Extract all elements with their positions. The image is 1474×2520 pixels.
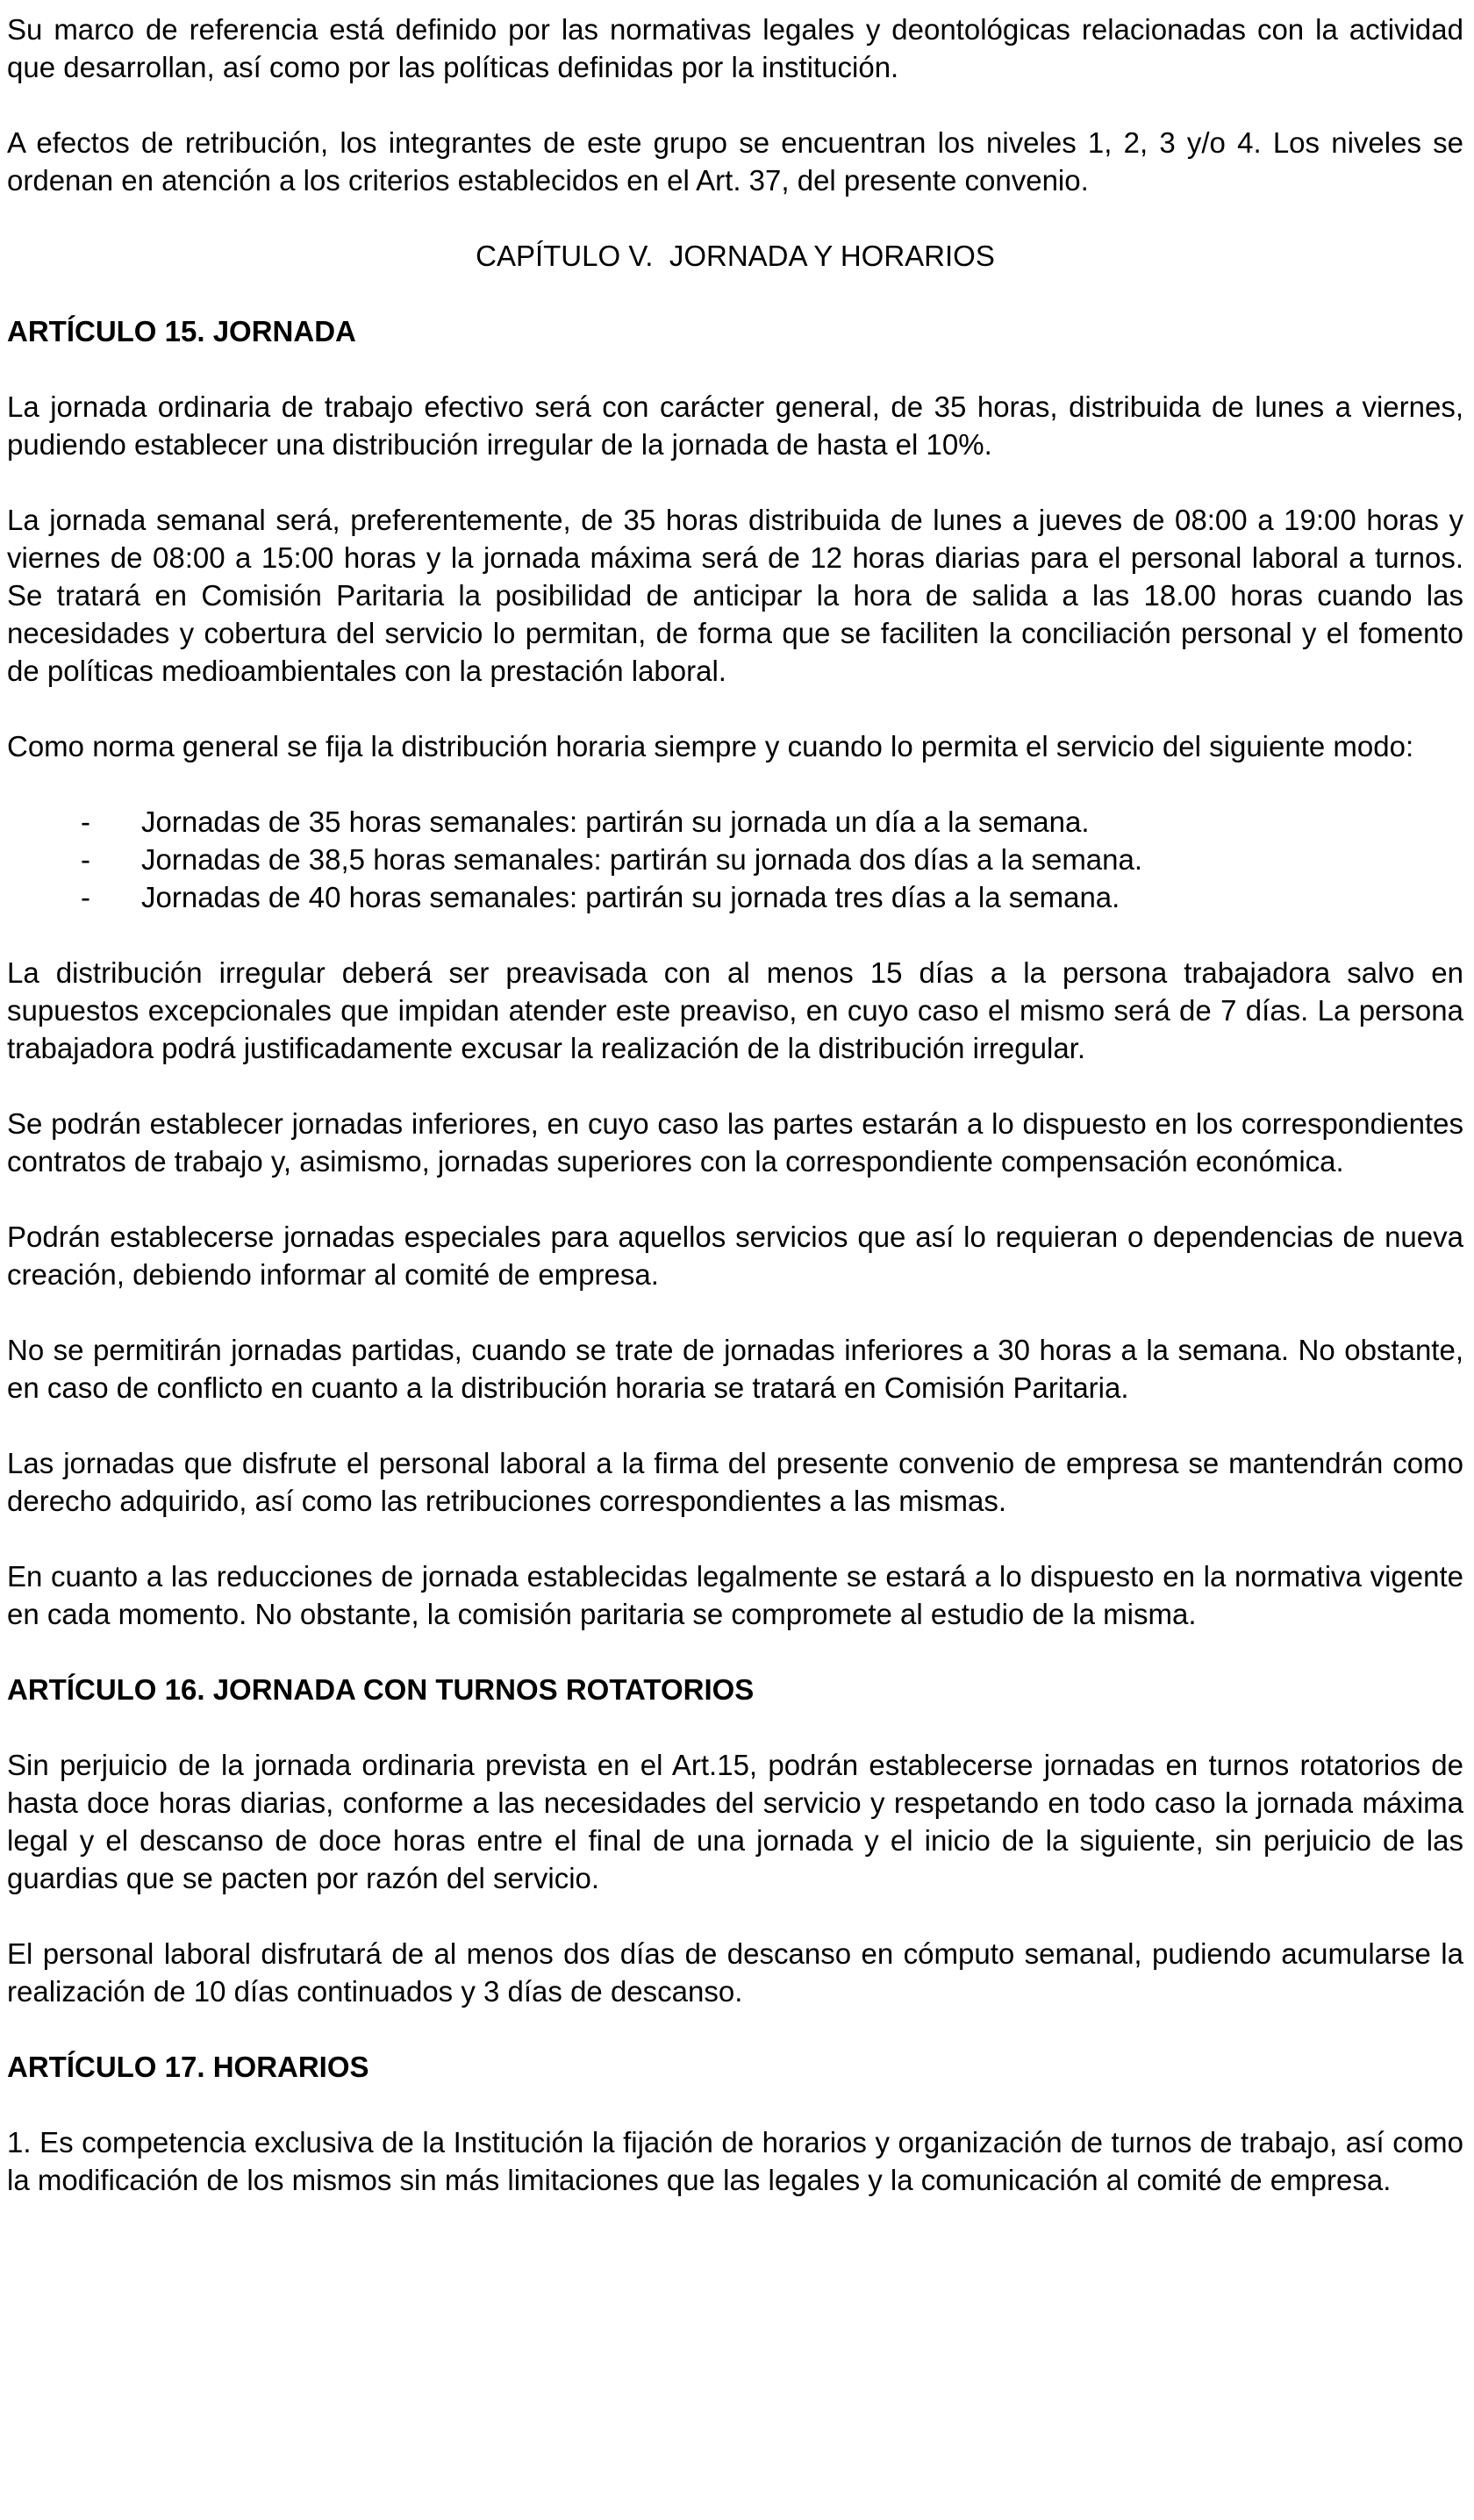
article-heading-articulo-17: ARTÍCULO 17. HORARIOS	[7, 2051, 369, 2083]
paragraph: Su marco de referencia está definido por las normativas legales y deontológicas relacionadas con la actividad que desarrollan, así como por las políticas definidas por la institución.	[7, 13, 1463, 83]
paragraph: 1. Es competencia exclusiva de la Institución la fijación de horarios y organización de turnos de trabajo, así como la modificación de los mismos sin más limitaciones que las legales y la comunicación al comité de empresa.	[7, 2126, 1463, 2196]
list-item	[7, 803, 1463, 841]
paragraph: En cuanto a las reducciones de jornada establecidas legalmente se estará a lo dispuesto en la normativa vigente en cada momento. No obstante, la comisión paritaria se compromete al estudio de la misma.	[7, 1560, 1463, 1630]
list-item	[7, 878, 1463, 916]
article-heading-articulo-15: ARTÍCULO 15. JORNADA	[7, 315, 356, 347]
list-dash-marker: -	[81, 843, 90, 876]
list-dash-marker: -	[81, 805, 90, 838]
paragraph: La jornada semanal será, preferentemente, de 35 horas distribuida de lunes a jueves de 08:00 a 19:00 horas y viernes de 08:00 a 15:00 horas y la jornada máxima será de 12 horas diarias para el personal laboral a turnos. Se tratará en Comisión Paritaria la posibilidad de anticipar la hora de salida a las 18.00 horas cuando las necesidades y cobertura del servicio lo permitan, de forma que se faciliten la conciliación personal y el fomento de políticas medioambientales con la prestación laboral.	[7, 504, 1463, 687]
list-dash-marker: -	[81, 881, 90, 913]
paragraph: La distribución irregular deberá ser preavisada con al menos 15 días a la persona trabajadora salvo en supuestos excepcionales que impidan atender este preaviso, en cuyo caso el mismo será de 7 días. La persona trabajadora podrá justificadamente excusar la realización de la distribución irregular.	[7, 956, 1463, 1064]
article-heading-articulo-16: ARTÍCULO 16. JORNADA CON TURNOS ROTATORIOS	[7, 1673, 755, 1706]
jornadas-list	[7, 803, 1463, 916]
paragraph: No se permitirán jornadas partidas, cuando se trate de jornadas inferiores a 30 horas a la semana. No obstante, en caso de conflicto en cuanto a la distribución horaria se tratará en Comisión Paritaria.	[7, 1334, 1463, 1404]
paragraph: Las jornadas que disfrute el personal laboral a la firma del presente convenio de empresa se mantendrán como derecho adquirido, así como las retribuciones correspondientes a las mismas.	[7, 1447, 1463, 1517]
list-item-text: Jornadas de 40 horas semanales: partirán su jornada tres días a la semana.	[141, 881, 1120, 913]
paragraph: El personal laboral disfrutará de al menos dos días de descanso en cómputo semanal, pudiendo acumularse la realización de 10 días continuados y 3 días de descanso.	[7, 1937, 1463, 2008]
list-item-text: Jornadas de 38,5 horas semanales: partirán su jornada dos días a la semana.	[141, 843, 1143, 876]
paragraph: A efectos de retribución, los integrantes de este grupo se encuentran los niveles 1, 2, 3 y/o 4. Los niveles se ordenan en atención a los criterios establecidos en el Art. 37, del presente convenio.	[7, 126, 1463, 197]
chapter-heading-capitulo-v: CAPÍTULO V. JORNADA Y HORARIOS	[476, 240, 995, 272]
paragraph: Se podrán establecer jornadas inferiores, en cuyo caso las partes estarán a lo dispuesto en los correspondientes contratos de trabajo y, asimismo, jornadas superiores con la correspondiente compensación económica.	[7, 1107, 1463, 1178]
list-item	[7, 841, 1463, 878]
paragraph: Como norma general se fija la distribución horaria siempre y cuando lo permita el servicio del siguiente modo:	[7, 730, 1414, 762]
paragraph: Sin perjuicio de la jornada ordinaria prevista en el Art.15, podrán establecerse jornadas en turnos rotatorios de hasta doce horas diarias, conforme a las necesidades del servicio y respetando en todo caso la jornada máxima legal y el descanso de doce horas entre el final de una jornada y el inicio de la siguiente, sin perjuicio de las guardias que se pacten por razón del servicio.	[7, 1749, 1463, 1894]
paragraph: La jornada ordinaria de trabajo efectivo será con carácter general, de 35 horas, distribuida de lunes a viernes, pudiendo establecer una distribución irregular de la jornada de hasta el 10%.	[7, 390, 1463, 461]
paragraph: Podrán establecerse jornadas especiales para aquellos servicios que así lo requieran o dependencias de nueva creación, debiendo informar al comité de empresa.	[7, 1221, 1463, 1291]
list-item-text: Jornadas de 35 horas semanales: partirán su jornada un día a la semana.	[141, 805, 1090, 838]
